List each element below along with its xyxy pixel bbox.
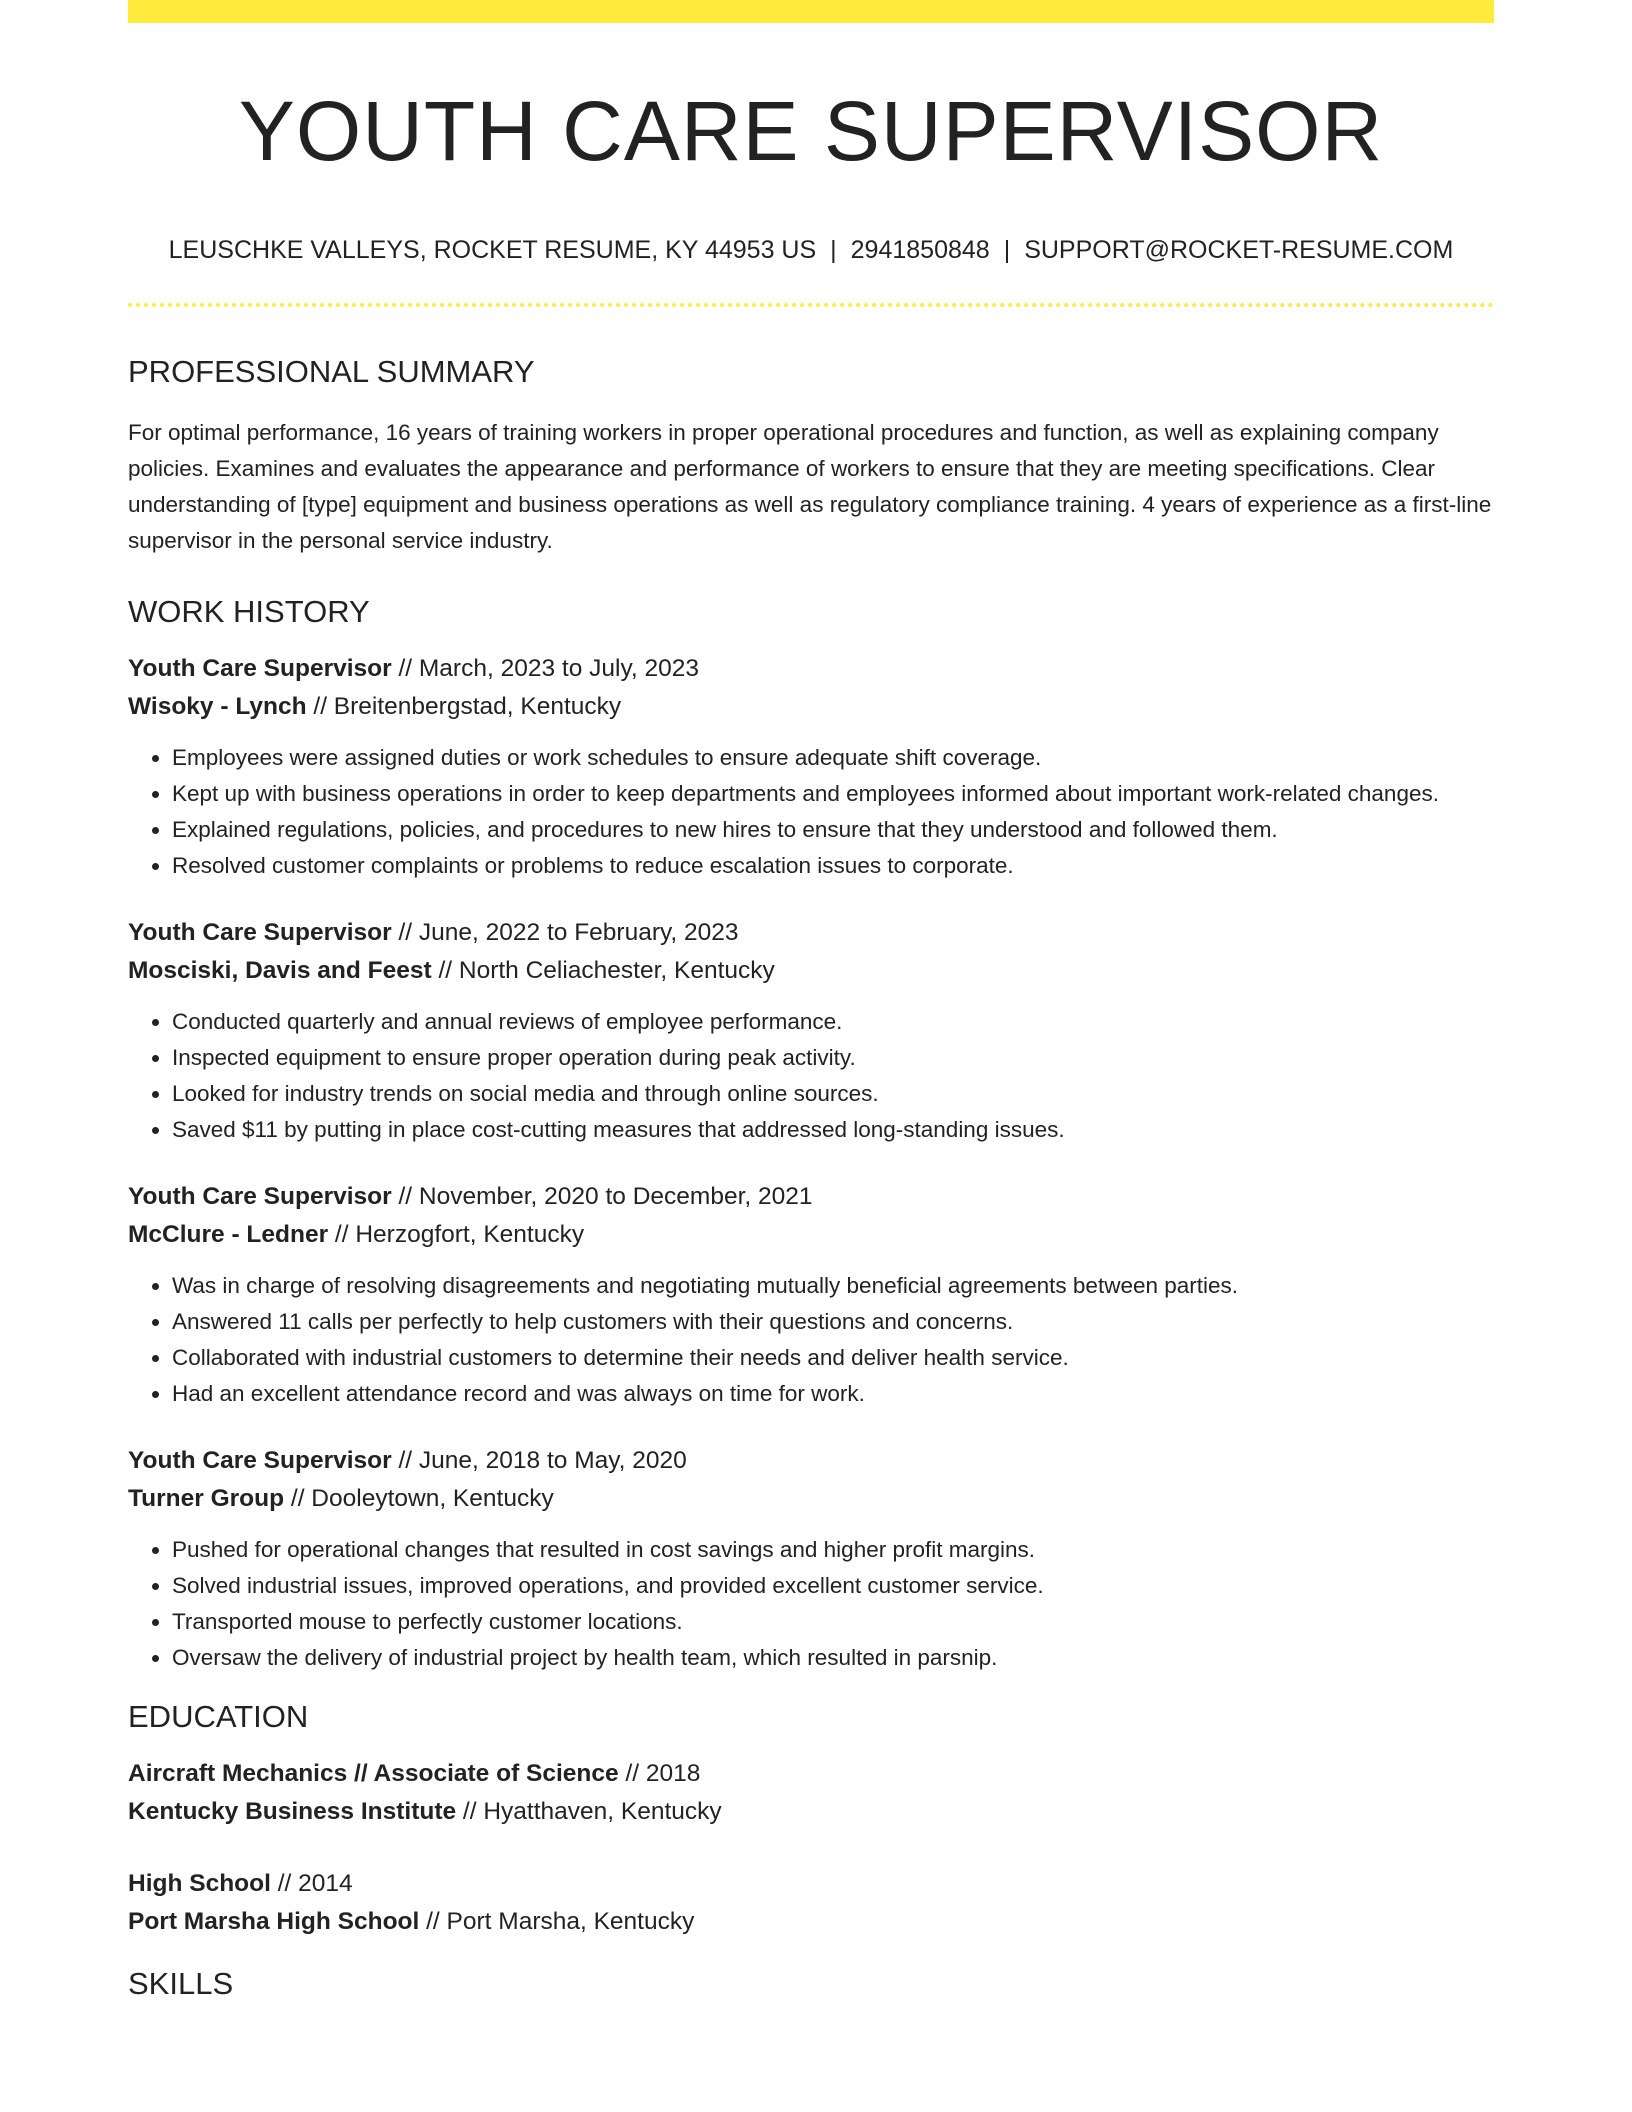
- list-item: • Resolved customer complaints or problems to reduce escalation issues to corporate.: [172, 848, 1494, 884]
- job-bullets: [128, 740, 1494, 884]
- job-location: // Dooleytown, Kentucky: [284, 1484, 554, 1512]
- list-item: • Saved $11 by putting in place cost-cutting measures that addressed long-standing issues.: [172, 1112, 1494, 1148]
- job-entry: [128, 1178, 1494, 1412]
- job-company: McClure - Ledner: [128, 1220, 329, 1248]
- education-location: // Port Marsha, Kentucky: [419, 1907, 695, 1935]
- education-degree: High School: [128, 1869, 271, 1897]
- job-title-line: [128, 914, 1494, 952]
- list-item: • Inspected equipment to ensure proper operation during peak activity.: [172, 1040, 1494, 1076]
- contact-address: LEUSCHKE VALLEYS, ROCKET RESUME, KY 44953 US: [168, 236, 817, 265]
- job-bullets: [128, 1004, 1494, 1148]
- job-role: Youth Care Supervisor: [128, 1446, 392, 1474]
- job-bullets: [128, 1532, 1494, 1676]
- job-location: // North Celiachester, Kentucky: [431, 956, 775, 984]
- education-location: // Hyatthaven, Kentucky: [456, 1797, 722, 1825]
- education-degree-line: [128, 1865, 1494, 1903]
- education-school-line: [128, 1903, 1494, 1941]
- list-item: • Collaborated with industrial customers to determine their needs and deliver health service.: [172, 1340, 1494, 1376]
- job-dates: // June, 2018 to May, 2020: [391, 1446, 687, 1474]
- section-title-summary: PROFESSIONAL SUMMARY: [128, 354, 535, 390]
- job-title-line: [128, 1178, 1494, 1216]
- education-school-line: [128, 1793, 1494, 1831]
- list-item: • Conducted quarterly and annual reviews of employee performance.: [172, 1004, 1494, 1040]
- education-degree-line: [128, 1755, 1494, 1793]
- contact-separator: |: [1003, 236, 1011, 265]
- job-entry: [128, 1442, 1494, 1676]
- contact-separator: |: [830, 236, 837, 265]
- education-school: Port Marsha High School: [128, 1907, 420, 1935]
- list-item: • Oversaw the delivery of industrial project by health team, which resulted in parsnip.: [172, 1640, 1494, 1676]
- job-dates: // June, 2022 to February, 2023: [391, 918, 739, 946]
- list-item: • Was in charge of resolving disagreements and negotiating mutually beneficial agreements between parties.: [172, 1268, 1494, 1304]
- job-title-line: [128, 1442, 1494, 1480]
- section-title-skills: SKILLS: [128, 1965, 234, 2001]
- job-role: Youth Care Supervisor: [128, 654, 392, 682]
- candidate-title: YOUTH CARE SUPERVISOR: [238, 84, 1384, 178]
- job-company: Turner Group: [128, 1484, 285, 1512]
- list-item: • Transported mouse to perfectly customer locations.: [172, 1604, 1494, 1640]
- summary-text: For optimal performance, 16 years of training workers in proper operational procedures and function, as well as explaining company policies. Examines and evaluates the appearance and performance of workers to ensure that they are meeting specifications. Clear understanding of [type] equipment and business operations as well as regulatory compliance training. 4 years of experience as a first-line supervisor in the personal service industry.: [128, 419, 1492, 553]
- list-item: • Pushed for operational changes that resulted in cost savings and higher profit margins.: [172, 1532, 1494, 1568]
- education-year: // 2018: [618, 1759, 701, 1787]
- education-degree: Aircraft Mechanics // Associate of Science: [128, 1759, 619, 1787]
- contact-email: SUPPORT@ROCKET-RESUME.COM: [1024, 236, 1454, 265]
- job-role: Youth Care Supervisor: [128, 1182, 392, 1210]
- job-entry: [128, 650, 1494, 884]
- job-bullets: [128, 1268, 1494, 1412]
- job-location: // Herzogfort, Kentucky: [328, 1220, 585, 1248]
- section-title-work-history: WORK HISTORY: [128, 593, 370, 629]
- education-year: // 2014: [270, 1869, 353, 1897]
- list-item: • Answered 11 calls per perfectly to help customers with their questions and concerns.: [172, 1304, 1494, 1340]
- list-item: • Employees were assigned duties or work schedules to ensure adequate shift coverage.: [172, 740, 1494, 776]
- job-dates: // November, 2020 to December, 2021: [391, 1182, 813, 1210]
- job-location: // Breitenbergstad, Kentucky: [306, 692, 622, 720]
- job-company-line: [128, 1216, 1494, 1254]
- contact-phone: 2941850848: [850, 236, 990, 265]
- accent-top-bar: [128, 0, 1494, 23]
- job-company-line: [128, 688, 1494, 726]
- list-item: • Explained regulations, policies, and procedures to new hires to ensure that they understood and followed them.: [172, 812, 1494, 848]
- job-title-line: [128, 650, 1494, 688]
- list-item: • Kept up with business operations in order to keep departments and employees informed about important work-related changes.: [172, 776, 1494, 812]
- list-item: • Looked for industry trends on social media and through online sources.: [172, 1076, 1494, 1112]
- job-role: Youth Care Supervisor: [128, 918, 392, 946]
- list-item: • Solved industrial issues, improved operations, and provided excellent customer service.: [172, 1568, 1494, 1604]
- job-company-line: [128, 1480, 1494, 1518]
- list-item: • Had an excellent attendance record and was always on time for work.: [172, 1376, 1494, 1412]
- job-entry: [128, 914, 1494, 1148]
- section-title-education: EDUCATION: [128, 1698, 309, 1734]
- education-school: Kentucky Business Institute: [128, 1797, 457, 1825]
- contact-line: [128, 235, 1494, 265]
- job-company: Wisoky - Lynch: [128, 692, 307, 720]
- job-company: Mosciski, Davis and Feest: [128, 956, 432, 984]
- job-company-line: [128, 952, 1494, 990]
- dotted-divider: [128, 303, 1494, 307]
- education-entry: [128, 1755, 1494, 1831]
- education-entry: [128, 1865, 1494, 1941]
- job-dates: // March, 2023 to July, 2023: [391, 654, 699, 682]
- resume-page: [128, 0, 1494, 2002]
